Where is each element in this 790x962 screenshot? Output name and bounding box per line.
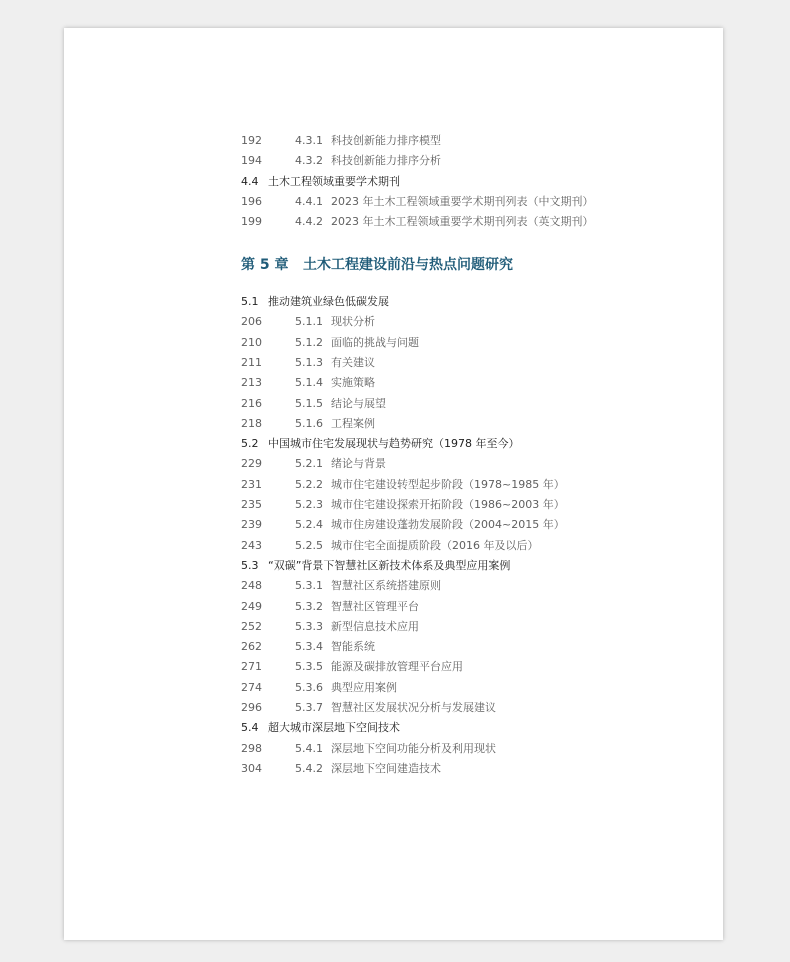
chapter-number: 第 5 章 — [241, 257, 289, 273]
page-number: 235 — [241, 498, 262, 511]
section-number: 4.4.2 — [295, 215, 323, 229]
entry-title: 新型信息技术应用 — [331, 619, 419, 633]
entry-title: 面临的挑战与问题 — [331, 335, 419, 349]
entry-title: 土木工程领域重要学术期刊 — [268, 174, 400, 188]
page-number: 192 — [241, 134, 262, 147]
entry-title: 智慧社区管理平台 — [331, 599, 419, 613]
section-number: 5.3.1 — [295, 579, 323, 593]
entry-title: 有关建议 — [331, 355, 375, 369]
page-number: 199 — [241, 215, 262, 229]
entry-title: “双碳”背景下智慧社区新技术体系及典型应用案例 — [268, 558, 511, 572]
entry-title: 超大城市深层地下空间技术 — [268, 721, 400, 735]
entry-title: 科技创新能力排序模型 — [331, 134, 441, 147]
section-number: 4.3.2 — [295, 154, 323, 168]
page-number: 210 — [241, 335, 262, 349]
entry-title: 深层地下空间功能分析及利用现状 — [331, 741, 496, 755]
page-number: 243 — [241, 538, 262, 552]
section-number: 5.2 — [241, 437, 259, 451]
page-number: 262 — [241, 640, 262, 654]
section-number: 5.1.4 — [295, 376, 323, 390]
page-number: 239 — [241, 518, 262, 532]
page-number: 206 — [241, 315, 262, 329]
document-page — [64, 28, 723, 940]
page-number: 249 — [241, 599, 262, 613]
section-number: 5.2.4 — [295, 518, 323, 532]
entry-title: 2023 年土木工程领域重要学术期刊列表（英文期刊） — [331, 215, 594, 229]
entry-title: 绪论与背景 — [331, 457, 386, 471]
entry-title: 深层地下空间建造技术 — [331, 761, 441, 775]
entry-title: 实施策略 — [331, 376, 375, 390]
page-number: 194 — [241, 154, 262, 168]
entry-title: 2023 年土木工程领域重要学术期刊列表（中文期刊） — [331, 194, 594, 208]
section-number: 5.3.3 — [295, 619, 323, 633]
entry-title: 智慧社区系统搭建原则 — [331, 579, 441, 593]
entry-title: 智慧社区发展状况分析与发展建议 — [331, 701, 496, 714]
page-number: 248 — [241, 579, 262, 593]
section-number: 5.1.2 — [295, 335, 323, 349]
section-number: 5.1.5 — [295, 396, 323, 410]
section-number: 5.1.6 — [295, 416, 323, 430]
section-number: 5.1.3 — [295, 355, 323, 369]
section-number: 5.3 — [241, 558, 259, 572]
entry-title: 城市住宅建设探索开拓阶段（1986~2003 年） — [331, 498, 565, 511]
page-number: 213 — [241, 376, 262, 390]
page-number: 296 — [241, 701, 262, 714]
section-number: 5.2.2 — [295, 477, 323, 491]
entry-title: 城市住宅建设转型起步阶段（1978~1985 年） — [331, 477, 565, 491]
page-number: 274 — [241, 680, 262, 694]
section-number: 5.3.6 — [295, 680, 323, 694]
section-number: 5.4.1 — [295, 741, 323, 755]
section-number: 5.3.2 — [295, 599, 323, 613]
entry-title: 推动建筑业绿色低碳发展 — [268, 295, 389, 308]
section-number: 5.2.3 — [295, 498, 323, 511]
entry-title: 科技创新能力排序分析 — [331, 154, 441, 168]
page-number: 231 — [241, 477, 262, 491]
entry-title: 典型应用案例 — [331, 680, 397, 694]
page-number: 229 — [241, 457, 262, 471]
section-number: 5.3.4 — [295, 640, 323, 654]
entry-title: 中国城市住宅发展现状与趋势研究（1978 年至今） — [268, 437, 520, 451]
page-number: 298 — [241, 741, 262, 755]
section-number: 5.1.1 — [295, 315, 323, 329]
section-number: 4.3.1 — [295, 134, 323, 147]
section-number: 4.4.1 — [295, 194, 323, 208]
page-number: 218 — [241, 416, 262, 430]
section-number: 5.3.5 — [295, 660, 323, 674]
entry-title: 城市住房建设蓬勃发展阶段（2004~2015 年） — [331, 518, 565, 532]
section-number: 5.4 — [241, 721, 259, 735]
page-number: 211 — [241, 355, 262, 369]
entry-title: 工程案例 — [331, 416, 375, 430]
section-number: 5.2.1 — [295, 457, 323, 471]
section-number: 4.4 — [241, 174, 259, 188]
section-number: 5.1 — [241, 295, 259, 308]
page-number: 271 — [241, 660, 262, 674]
page-number: 216 — [241, 396, 262, 410]
entry-title: 城市住宅全面提质阶段（2016 年及以后） — [331, 538, 539, 552]
page-number: 304 — [241, 761, 262, 775]
entry-title: 结论与展望 — [331, 396, 386, 410]
entry-title: 能源及碳排放管理平台应用 — [331, 660, 463, 674]
section-number: 5.4.2 — [295, 761, 323, 775]
section-number: 5.3.7 — [295, 701, 323, 714]
entry-title: 智能系统 — [331, 640, 375, 654]
section-number: 5.2.5 — [295, 538, 323, 552]
chapter-title: 土木工程建设前沿与热点问题研究 — [303, 257, 513, 273]
entry-title: 现状分析 — [331, 315, 375, 329]
page-number: 196 — [241, 194, 262, 208]
page-number: 252 — [241, 619, 262, 633]
